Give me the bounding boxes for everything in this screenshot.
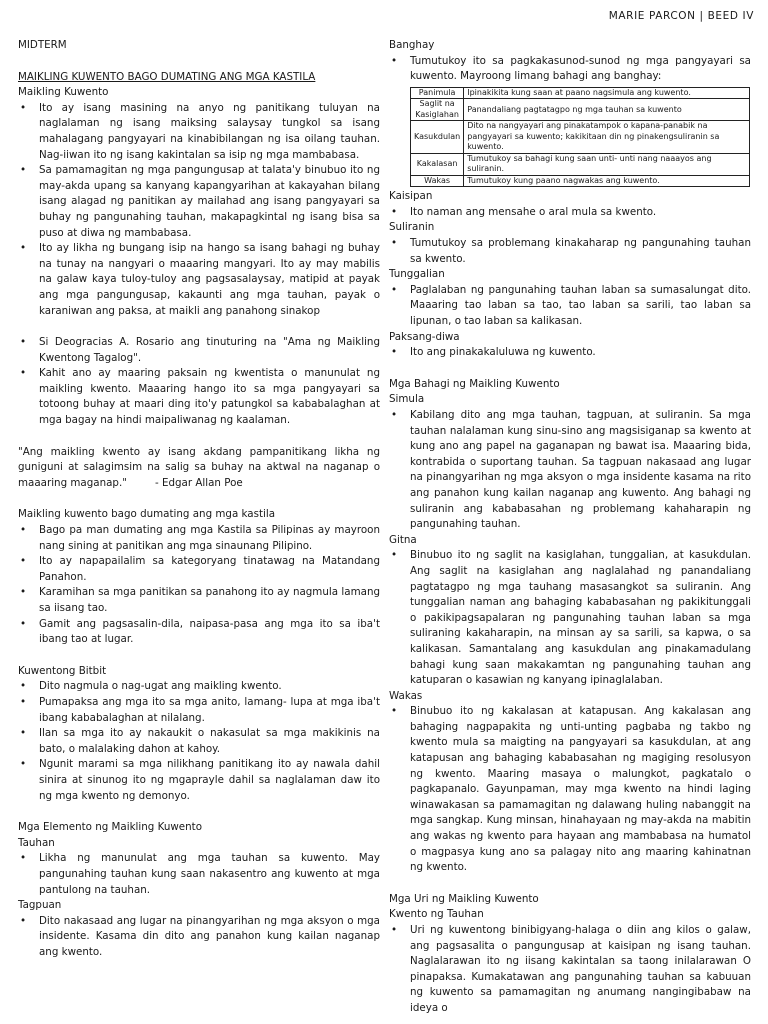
bullet-list [389,283,751,330]
table-row [411,99,750,121]
list-item: • Ito ay isang masining na anyo ng panitikang tuluyan na naglalaman ng isang maiksing salaysay tungkol sa isang mahalagang pangyayari na kinabibilangan ng isa oilang tauhan. Nag-iiwan ito ng isang kakintalan sa isip ng mga mambabasa. [18,101,380,163]
list-item: • Karamihan sa mga panitikan sa panahong ito ay nagmula lamang sa iisang tao. [18,585,380,616]
subsection-title: Gitna [389,533,417,546]
list-item: • Tumutukoy sa problemang kinakaharap ng pangunahing tauhan sa kwento. [389,236,751,267]
list-item: • Binubuo ito ng saglit na kasiglahan, tunggalian, at kasukdulan. Ang saglit na kasiglahan ang naglalahad ng panandaliang pagtatagpo ng mga tauhang masasangkot sa suliranin. Ang tunggalian naman ang bahaging kababasahan ng pakikitunggali o pakikipagsapalaran ng pangunahing tauhan laban sa mga suliraning kakaharapin, na minsan ay sa sarili, sa kapwa, o sa kalikasan. Samantalang ang kasukdulan ang pinakamadulang bahagi kung saan makakamtan ng pangunahing tauhan ang katuparan o kasawian ng kanyang ipinaglalaban. [389,548,751,688]
table-cell-desc: Dito na nangyayari ang pinakatampok o kapana-panabik na pangyayari sa kuwento; kakikitaan din ng pinakengsuliranin sa kuwento. [464,121,750,154]
author-header: MARIE PARCON | BEED IV [608,10,754,22]
subsection-title: Tauhan [18,836,55,849]
table-row [411,153,750,175]
table-row [411,87,750,99]
list-item: • Dito nakasaad ang lugar na pinangyarihan ng mga aksyon o mga insidente. Kasama din dito ang panahon kung kailan naganap ang kwento. [18,914,380,961]
table-cell-term: Saglit na Kasiglahan [411,99,464,121]
table-cell-term: Kasukdulan [411,121,464,154]
section-title: Maikling kuwento bago dumating ang mga kastila [18,508,276,521]
banghay-table [410,87,750,188]
list-item: • Sa pamamagitan ng mga pangungusap at talata'y binubuo ito ng may-akda upang sa kanyang kapangyarihan at kakayahan bilang isang alagad ng panitikan ay mailahad ang isang pangyayari sa buhay ng pangunahing tauhan, makapagkintal ng isang bisa sa puso at diwa ng mambabasa. [18,163,380,241]
bullet-list [389,923,751,1017]
table-cell-term: Kakalasan [411,153,464,175]
table-cell-term: Wakas [411,175,464,187]
subsection-title: Tagpuan [18,899,62,912]
subsection-title: Wakas [389,689,423,702]
table-row [411,121,750,154]
list-item: • Dito nagmula o nag-ugat ang maikling kwento. [18,679,380,695]
list-item: • Paglalaban ng pangunahing tauhan laban sa sumasalungat dito. Maaaring tao laban sa tao, tao laban sa sarili, tao laban sa lipunan, o tao laban sa kalikasan. [389,283,751,330]
bullet-list [389,408,751,533]
list-item: • Tumutukoy ito sa pagkakasunod-sunod ng mga pangyayari sa kuwento. Mayroong limang bahagi ang banghay: [389,54,751,85]
table-row [411,175,750,187]
exam-title: MIDTERM [18,39,67,51]
table-cell-desc: Tumutukoy kung paano nagwakas ang kuwento. [464,175,750,187]
list-item: • Gamit ang pagsasalin-dila, naipasa-pasa ang mga ito sa iba't ibang tao at lugar. [18,617,380,648]
section-subtitle: Maikling Kuwento [18,86,109,99]
bullet-list [389,205,751,221]
right-column [389,38,751,1017]
list-item: • Likha ng manunulat ang mga tauhan sa kuwento. May pangunahing tauhan kung saan nakasentro ang kuwento at mga pantulong na tauhan. [18,851,380,898]
table-cell-desc: Ipinakikita kung saan at paano nagsimula ang kuwento. [464,87,750,99]
list-item: • Binubuo ito ng kakalasan at katapusan. Ang kakalasan ang bahaging nagpapakita ng unti-unting pagbaba ng takbo ng kwento mula sa maigting na pangyayari sa kasukdulan, at ang katapusan ang bahaging kababasahan ng magiging resolusyon ng kwento. Maaring masaya o malungkot, pagkatalo o pagkapanalo. Gayunpaman, may mga kwento na hindi laging winawakasan sa pamamagitan ng dalawang huling nabanggit na mga sangkap. Kung minsan, hinahayaan ng may-akda na mabitin ang wakas ng kwento para hayaan ang mambabasa na humatol o magpasya kung ano sa palagay nito ang maaring kahinatnan ng kwento. [389,704,751,876]
list-item: • Ito ang pinakakaluluwa ng kuwento. [389,345,751,361]
bullet-list [18,523,380,648]
bullet-list [18,679,380,804]
list-item: • Ilan sa mga ito ay nakaukit o nakasulat sa mga makikinis na bato, o malalaking dahon at kahoy. [18,726,380,757]
bullet-list [18,851,380,898]
subsection-title: Simula [389,393,425,406]
list-item: • Ito ay likha ng bungang isip na hango sa isang bahagi ng buhay na tunay na nangyari o maaaring mangyari. Ito ay may mabilis na galaw kaya tuloy-tuloy ang pagsasalaysay, matipid at payak ang mga pangungusap, kakaunti ang mga tauhan, payak o karaniwan ang paksa, at maikli ang panahong sinakop [18,241,380,319]
subsection-title: Banghay [389,39,435,51]
section-title: Mga Bahagi ng Maikling Kuwento [389,377,560,390]
table-cell-term: Panimula [411,87,464,99]
bullet-list [389,345,751,361]
list-item: • Pumapaksa ang mga ito sa mga anito, lamang- lupa at mga iba't ibang kababalaghan at nilalang. [18,695,380,726]
list-item: • Kabilang dito ang mga tauhan, tagpuan, at suliranin. Sa mga tauhan nalalaman kung sinu-sino ang magsisiganap sa kwento at kung ano ang papel na gaganapan ng bawat isa. Maaaring bida, kontrabida o suportang tauhan. Sa tagpuan nakasaad ang lugar na pinangyarihan ng mga aksyon o mga insidente kasama na rito ang panahon kung kailan naganap ang kuwento. Ang bahagi ng suliranin ang kababasahan ng problemang kahaharapin ng pangunahing tauhan. [389,408,751,533]
bullet-list [389,54,751,85]
section-title: MAIKLING KUWENTO BAGO DUMATING ANG MGA KASTILA [18,70,316,83]
list-item: • Si Deogracias A. Rosario ang tinuturing na "Ama ng Maikling Kwentong Tagalog". [18,335,380,366]
subsection-title: Tunggalian [389,268,445,281]
list-item: • Ngunit marami sa mga nilikhang panitikang ito ay nawala dahil sinira at sinunog ito ng mgaprayle dahil sa naglalaman daw ito ng mga kwento ng demonyo. [18,757,380,804]
quote-text: "Ang maikling kwento ay isang akdang pampanitikang likha ng guniguni at salagimsim na salig sa buhay na aktwal na naganap o maaaring maganap." [18,445,380,489]
bullet-list [18,335,380,429]
quote [18,445,380,492]
list-item: • Bago pa man dumating ang mga Kastila sa Pilipinas ay mayroon nang sining at panitikan ang mga sinaunang Pilipino. [18,523,380,554]
subsection-title: Kwento ng Tauhan [389,908,484,921]
list-item: • Ito naman ang mensahe o aral mula sa kwento. [389,205,751,221]
bullet-list [389,236,751,267]
list-item: • Kahit ano ay maaring paksain ng kwentista o manunulat ng maikling kwento. Maaaring hango ito sa mga pangyayari sa totoong buhay at maari ding ito'y patungkol sa kababalaghan at mga bagay na hindi maipaliwanag ng kaalaman. [18,366,380,428]
bullet-list [389,704,751,876]
subsection-title: Kaisipan [389,190,433,203]
table-cell-desc: Panandaliang pagtatagpo ng mga tauhan sa kuwento [464,99,750,121]
section-title: Mga Uri ng Maikling Kuwento [389,892,539,905]
bullet-list [389,548,751,688]
section-title: Mga Elemento ng Maikling Kuwento [18,821,203,834]
subsection-title: Paksang-diwa [389,330,460,343]
bullet-list [18,101,380,319]
quote-author: - Edgar Allan Poe [154,476,243,489]
section-title: Kuwentong Bitbit [18,664,107,677]
list-item: • Uri ng kuwentong binibigyang-halaga o diin ang kilos o galaw, ang pagsasalita o pangungusap at kaisipan ng isang tauhan. Naglalarawan ito ng iisang kakintalan sa taong inilalarawan O pinapaksa. Kumakatawan ang pangunahing tauhan sa kabuuan ng kuwento sa pamamagitan ng anumang nangingibabaw na ideya o [389,923,751,1017]
bullet-list [18,914,380,961]
list-item: • Ito ay napapailalim sa kategoryang tinatawag na Matandang Panahon. [18,554,380,585]
table-cell-desc: Tumutukoy sa bahagi kung saan unti- unti nang naaayos ang suliranin. [464,153,750,175]
left-column [18,38,380,960]
subsection-title: Suliranin [389,221,435,234]
